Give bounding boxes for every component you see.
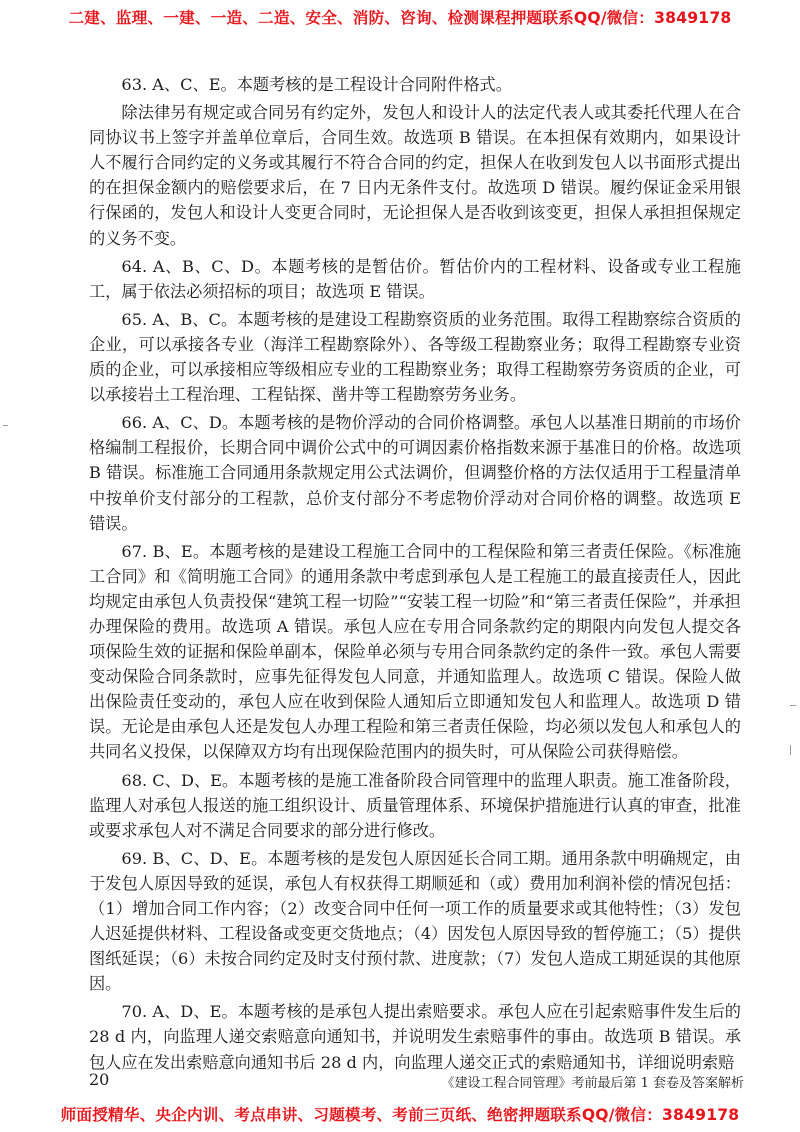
page-number: 20 xyxy=(89,1070,110,1089)
page-footer xyxy=(89,1070,744,1092)
top-banner: 二建、监理、一建、一造、二造、安全、消防、咨询、检测课程押题联系QQ/微信：3849178 xyxy=(68,9,732,27)
answer-66: 66. A、C、D。本题考核的是物价浮动的合同价格调整。承包人以基准日期前的市场价格编制工程报价，长期合同中调价公式中的可调因素价格指数来源于基准日的价格。故选项 B 错误。标准施工合同通用条款规定用公式法调价，但调整价格的方法仅适用于工程量清单中按单价支付部分的工程款，总价支付部分不考虑物价浮动对合同价格的调整。故选项 E 错误。 xyxy=(89,413,741,533)
margin-mark xyxy=(790,705,796,706)
answer-explanations xyxy=(89,72,741,1078)
answer-63-body: 除法律另有规定或合同另有约定外，发包人和设计人的法定代表人或其委托代理人在合同协议书上签字并盖单位章后，合同生效。故选项 B 错误。在本担保有效期内，如果设计人不履行合同约定的义务或其履行不符合合同的约定，担保人在收到发包人以书面形式提出的在担保金额内的赔偿要求后，在 7 日内无条件支付。故选项 D 错误。履约保证金采用银行保函的，发包人和设计人变更合同时，无论担保人是否收到该变更，担保人承担担保规定的义务不变。 xyxy=(89,103,741,248)
answer-69: 69. B、C、D、E。本题考核的是发包人原因延长合同工期。通用条款中明确规定，由于发包人原因导致的延误，承包人有权获得工期顺延和（或）费用加利润补偿的情况包括：（1）增加合同工作内容；（2）改变合同中任何一项工作的质量要求或其他特性；（3）发包人迟延提供材料、工程设备或变更交货地点；（4）因发包人原因导致的暂停施工；（5）提供图纸延误；（6）未按合同约定及时支付预付款、进度款；（7）发包人造成工期延误的其他原因。 xyxy=(89,848,741,994)
answer-70: 70. A、D、E。本题考核的是承包人提出索赔要求。承包人应在引起索赔事件发生后的 28 d 内，向监理人递交索赔意向通知书，并说明发生索赔事件的事由。故选项 B 错误。承包人应在发出索赔意向通知书后 28 d 内，向监理人递交正式的索赔通知书，详细说明索赔 xyxy=(89,1002,741,1072)
running-title: 《建设工程合同管理》考前最后第 1 套卷及答案解析 xyxy=(441,1076,744,1091)
answer-63-heading: 63. A、C、E。本题考核的是工程设计合同附件格式。 xyxy=(121,75,512,94)
answer-68: 68. C、D、E。本题考核的是施工准备阶段合同管理中的监理人职责。施工准备阶段，监理人对承包人报送的施工组织设计、质量管理体系、环境保护措施进行认真的审查，批准或要求承包人对不满足合同要求的部分进行修改。 xyxy=(89,770,741,840)
margin-mark xyxy=(3,425,8,426)
bottom-banner: 师面授精华、央企内训、考点串讲、习题模考、考前三页纸、绝密押题联系QQ/微信：3849178 xyxy=(60,1106,740,1124)
answer-67: 67. B、E。本题考核的是建设工程施工合同中的工程保险和第三者责任保险。《标准施工合同》和《简明施工合同》的通用条款中考虑到承包人是工程施工的最直接责任人，因此均规定由承包人负责投保“建筑工程一切险”“安装工程一切险”和“第三者责任保险”，并承担办理保险的费用。故选项 A 错误。承包人应在专用合同条款约定的期限内向发包人提交各项保险生效的证据和保险单副本，保险单必须与专用合同条款约定的条件一致。承包人需要变动保险合同条款时，应事先征得发包人同意，并通知监理人。故选项 C 错误。保险人做出保险责任变动的，承包人应在收到保险人通知后立即通知发包人和监理人。故选项 D 错误。无论是由承包人还是发包人办理工程险和第三者责任保险，均必须以发包人和承包人的共同名义投保，以保障双方均有出现保险范围内的损失时，可从保险公司获得赔偿。 xyxy=(89,541,741,762)
margin-mark xyxy=(790,745,791,755)
answer-64: 64. A、B、C、D。本题考核的是暂估价。暂估价内的工程材料、设备或专业工程施工，属于依法必须招标的项目；故选项 E 错误。 xyxy=(89,256,741,301)
answer-65: 65. A、B、C。本题考核的是建设工程勘察资质的业务范围。取得工程勘察综合资质的企业，可以承接各专业（海洋工程勘察除外）、各等级工程勘察业务；取得工程勘察专业资质的企业，可以承接相应等级相应专业的工程勘察业务；取得工程勘察劳务资质的企业，可以承接岩土工程治理、工程钻探、凿井等工程勘察劳务业务。 xyxy=(89,309,741,405)
